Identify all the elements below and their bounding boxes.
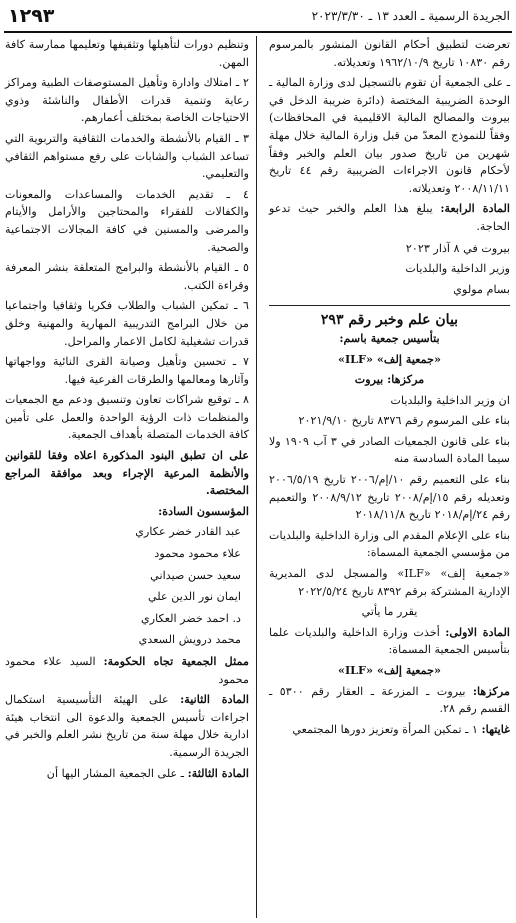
article-2 bbox=[5, 691, 249, 761]
founder-name: ايمان نور الدين علي bbox=[147, 590, 241, 604]
article-3 bbox=[5, 765, 249, 783]
header-rule bbox=[4, 31, 512, 33]
minister-name: بسام مولوي bbox=[453, 282, 510, 296]
founder-name: د. احمد خضر العكاري bbox=[140, 611, 241, 625]
goal-6: ٦ ـ تمكين الشباب والطلاب فكريا وثقافيا واجتماعيا من خلال البرامج التدريبية المهارية والمهنية وخلق قدرات تشغيلية لكامل الاعمار والمراحل. bbox=[5, 299, 249, 348]
article-4-text: يبلغ هذا العلم والخبر حيث تدعو الحاجة. bbox=[269, 202, 510, 233]
article-1 bbox=[269, 624, 510, 659]
goals-text: ١ ـ تمكين المرأة وتعزيز دورها المجتمعي bbox=[292, 722, 478, 736]
association-seat-text: مركزها: بيروت bbox=[354, 372, 425, 387]
basis-2: بناء على قانون الجمعيات الصادر في ٣ آب ١٩٠٩ ولا سيما المادة السادسة منه bbox=[269, 434, 510, 466]
goals-label: غايتها: bbox=[481, 721, 510, 736]
page-header bbox=[4, 6, 512, 30]
association-name bbox=[269, 351, 510, 369]
goal-5: ٥ ـ القيام بالأنشطة والبرامج المتعلقة بنشر المعرفة وقراءة الكتب. bbox=[5, 261, 249, 292]
association-name-text: «جمعية إلف» «ILF» bbox=[337, 351, 442, 366]
goal-2: ٢ ـ امتلاك وادارة وتأهيل المستوصفات الطبية ومراكز رعاية وتنمية قدرات الأطفال والناشئة وذوي الاحتياجات الخاصة بمختلف أعمارهم. bbox=[5, 76, 249, 125]
intro-text: تعرضت لتطبيق أحكام القانون المنشور بالمرسوم رقم ١٠٨٣٠ تاريخ ١٩٦٢/١٠/٩ وتعديلاته. bbox=[269, 38, 510, 69]
founder-name: محمد درويش السعدي bbox=[138, 633, 241, 647]
goal-7: ٧ ـ تحسين وتأهيل وصيانة القرى النائية وواجهاتها وآثارها ومعالمها والطرقات الفرعية فيها. bbox=[5, 355, 249, 386]
article-3-label: المادة الثالثة: bbox=[187, 765, 249, 780]
decision-line: يقرر ما يأتي bbox=[361, 605, 418, 619]
issuer-line: ان وزير الداخلية والبلديات bbox=[390, 393, 510, 407]
section-divider bbox=[269, 305, 510, 306]
goals-continued: وتنظيم دورات لتأهيلها وتثقيفها وتعليمها ممارسة كافة المهن. bbox=[5, 38, 249, 69]
founders-list bbox=[5, 523, 249, 649]
gazette-title: الجريدة الرسمية ـ العدد ١٣ ـ ٢٠٢٣/٣/٣٠ bbox=[311, 9, 510, 23]
seat-line bbox=[269, 683, 510, 718]
founders-label bbox=[5, 503, 249, 521]
goal-8: ٨ ـ توقيع شراكات تعاون وتنسيق ودعم مع الجمعيات والمنظمات ذات الرؤية الواحدة والعمل على تأمين كافة الخدمات المتصلة بأهداف الجمعية. bbox=[5, 393, 249, 442]
article-3-text: ـ على الجمعية المشار اليها أن bbox=[46, 766, 185, 780]
article-1-name-text: «جمعية إلف» «ILF» bbox=[337, 663, 442, 677]
left-column bbox=[5, 36, 249, 785]
seat-label: مركزها: bbox=[472, 683, 510, 698]
association-seat bbox=[269, 371, 510, 389]
basis-4: بناء على الإعلام المقدم الى وزارة الداخلية والبلديات من مؤسسي الجمعية المسماة: bbox=[269, 528, 510, 560]
compliance-note bbox=[5, 447, 249, 500]
basis-1: بناء على المرسوم رقم ٨٣٧٦ تاريخ ٢٠٢١/٩/١٠ bbox=[298, 414, 510, 428]
founder-name: عبد القادر خضر عكاري bbox=[135, 525, 241, 539]
goal-3: ٣ ـ القيام بالأنشطة والخدمات الثقافية والتربوية التي تساعد الشباب والشابات على رفع مستواهم الثقافي والتعليمي. bbox=[5, 131, 249, 181]
tax-clause: ـ على الجمعية أن تقوم بالتسجيل لدى وزارة المالية ـ الوحدة الضريبية المختصة (دائرة ضريبة الدخل في بيروت والمصالح المالية الاقليمية في المحافظات) وفقاً للنموذج المعدّ من قبل وزارة المالية خلال مهلة شهرين من تاريخ صدور بيان العلم والخبر وفقاً لأحكام قانون الاجراءات الضريبية رقم ٤٤ تاريخ ٢٠٠٨/١١/١١ وتعديلاته. bbox=[269, 76, 510, 195]
announcement-subtitle-text: بتأسيس جمعية باسم: bbox=[339, 330, 440, 345]
article-1-text: أخذت وزارة الداخلية والبلديات علما بتأسيس الجمعية المسماة: bbox=[269, 625, 510, 657]
article-1-label: المادة الاولى: bbox=[445, 624, 510, 639]
page-number: ١٢٩٣ bbox=[8, 5, 55, 27]
article-2-label: المادة الثانية: bbox=[180, 692, 249, 707]
founder-name: سعيد حسن صيداني bbox=[150, 568, 241, 582]
founder-name: علاء محمود محمود bbox=[154, 547, 241, 561]
basis-5: «جمعية إلف» «ILF» والمسجل لدى المديرية الإدارية المشتركة برقم ٨٣٩٢ تاريخ ٢٠٢٢/٥/٢٤ bbox=[269, 567, 510, 598]
minister-title: وزير الداخلية والبلديات bbox=[405, 262, 510, 276]
right-column bbox=[269, 36, 510, 741]
article-4 bbox=[269, 200, 510, 235]
article-1-name bbox=[269, 662, 510, 680]
article-4-label: المادة الرابعة: bbox=[440, 201, 510, 216]
founders-label-text: المؤسسون السادة: bbox=[158, 503, 249, 518]
representative-label: ممثل الجمعية تجاه الحكومة: bbox=[103, 654, 249, 668]
seat-text: بيروت ـ المزرعة ـ العقار رقم ٥٣٠٠ ـ القسم رقم ٢٨. bbox=[269, 684, 510, 716]
basis-3: بناء على التعميم رقم ١٠/إم/٢٠٠٦ تاريخ ٢٠٠٦/٥/١٩ وتعديله رقم ١٥/إم/٢٠٠٨ تاريخ ٢٠٠٨/٩/١٢ والتعميم رقم ٢٤/إم/٢٠١٨ تاريخ ٢٠١٨/١١/٨ bbox=[269, 473, 510, 522]
announcement-title: بيان علم وخبر رقم ٢٩٣ bbox=[320, 312, 459, 329]
column-separator bbox=[256, 36, 257, 918]
place-date: بيروت في ٨ آذار ٢٠٢٣ bbox=[405, 241, 510, 255]
representative-line bbox=[5, 653, 249, 688]
announcement-subtitle bbox=[269, 330, 510, 348]
goal-4: ٤ ـ تقديم الخدمات والمساعدات والمعونات والكفالات للفقراء والمحتاجين والأرامل والأيتام والمرضى والمسنين في كافة المجالات الاجتماعية والصحية. bbox=[5, 187, 249, 254]
article-2-text: على الهيئة التأسيسية استكمال اجراءات تأسيس الجمعية والدعوة الى انتخاب هيئة ادارية خلال مهلة سنة من تاريخ نشر العلم والخبر في الجريدة الرسمية. bbox=[5, 693, 249, 759]
goals-line bbox=[269, 721, 510, 739]
compliance-note-text: على ان تطبق البنود المذكورة اعلاه وفقا للقوانين والأنظمة المرعية الإجراء وبعد موافقة المراجع المختصة. bbox=[5, 448, 249, 498]
representative-name: السيد علاء محمود محمود bbox=[5, 655, 249, 686]
